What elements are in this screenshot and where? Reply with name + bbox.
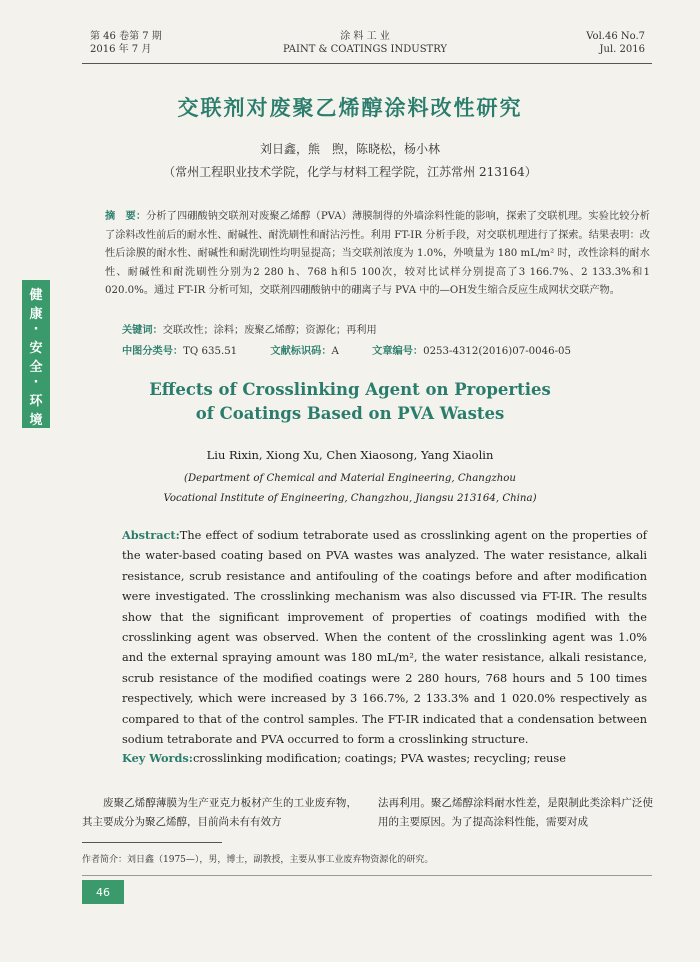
classification-line bbox=[122, 342, 601, 357]
clc-label: 中图分类号： bbox=[122, 346, 184, 357]
affiliation-cn: （常州工程职业技术学院，化学与材料工程学院，江苏常州 213164） bbox=[163, 165, 537, 179]
authors-cn: 刘日鑫，熊 煦，陈晓松，杨小林 bbox=[259, 142, 440, 156]
journal-issue-en bbox=[586, 30, 645, 56]
keywords-cn-label: 关键词： bbox=[122, 324, 163, 336]
date-en: Jul. 2016 bbox=[599, 44, 645, 55]
section-tab-char: 健 bbox=[29, 288, 43, 303]
abstract-cn-text: 分析了四硼酸钠交联剂对废聚乙烯醇（PVA）薄膜制得的外墙涂料性能的影响，探索了交联机理。实验比较分析了涂料改性前后的耐水性、耐碱性、耐洗刷性和耐沾污性。利用 FT-IR 分析手段，对交联机理进行了探索。结果表明：改性后涂膜的耐水性、耐碱性和耐洗刷性均明显提高；当交联剂浓度为 1.0%，外喷量为 180 mL/m² 时，改性涂料的耐水性、耐碱性和耐洗刷性分别为2 280 h、768 h和5 100次，较对比试样分别提高了3 166.7%、2 133.3%和1 020.0%。通过 FT-IR 分析可知，交联剂四硼酸钠中的硼离子与 PVA 中的—OH发生缩合反应生成网状交联产物。 bbox=[105, 211, 650, 296]
keywords-cn-text: 交联改性；涂料；废聚乙烯醇；资源化；再利用 bbox=[162, 325, 377, 336]
section-tab-char: 康 bbox=[29, 307, 43, 322]
title-en-line: Effects of Crosslinking Agent on Properties bbox=[149, 380, 551, 399]
article-number-label: 文章编号： bbox=[372, 346, 424, 357]
section-tab-char: · bbox=[33, 322, 39, 337]
footer-divider bbox=[82, 875, 652, 876]
section-tab-char: 安 bbox=[29, 341, 43, 356]
abstract-cn-label: 摘 要： bbox=[105, 210, 147, 222]
journal-name-en: PAINT & COATINGS INDUSTRY bbox=[282, 44, 448, 55]
body-column-left: 废聚乙烯醇薄膜为生产亚克力板材产生的工业废弃物，其主要成分为聚乙烯醇，目前尚未有有效方 bbox=[82, 797, 357, 828]
affiliation-en-line: (Department of Chemical and Material Engineering, Changzhou bbox=[184, 473, 516, 484]
date-cn: 2016 年 7 月 bbox=[90, 44, 152, 55]
keywords-en bbox=[122, 751, 566, 765]
article-number-value: 0253-4312(2016)07-0046-05 bbox=[423, 346, 572, 357]
header-divider bbox=[82, 63, 652, 64]
abstract-cn bbox=[105, 207, 650, 301]
section-tab-char: 境 bbox=[29, 413, 43, 428]
volume-issue-en: Vol.46 No.7 bbox=[586, 31, 645, 42]
keywords-en-label: Key Words: bbox=[122, 751, 193, 765]
abstract-en-label: Abstract: bbox=[122, 528, 180, 542]
doc-code-value: A bbox=[331, 346, 339, 357]
keywords-cn bbox=[122, 321, 377, 336]
title-en-line: of Coatings Based on PVA Wastes bbox=[195, 404, 505, 423]
clc-value: TQ 635.51 bbox=[183, 346, 238, 357]
page-number: 46 bbox=[82, 880, 124, 904]
journal-name-cn: 涂 料 工 业 bbox=[340, 31, 390, 42]
title-cn: 交联剂对废聚乙烯醇涂料改性研究 bbox=[177, 96, 523, 120]
doc-code-label: 文献标识码： bbox=[270, 346, 332, 357]
volume-issue-cn: 第 46 卷第 7 期 bbox=[90, 31, 162, 42]
journal-issue bbox=[90, 30, 162, 56]
title-en bbox=[0, 378, 700, 426]
section-tab-char: 全 bbox=[29, 360, 43, 375]
keywords-en-text: crosslinking modification; coatings; PVA wastes; recycling; reuse bbox=[192, 752, 566, 765]
affiliation-en bbox=[0, 469, 700, 509]
abstract-en bbox=[122, 525, 647, 750]
authors-en: Liu Rixin, Xiong Xu, Chen Xiaosong, Yang Xiaolin bbox=[206, 448, 494, 462]
author-footnote: 作者简介：刘日鑫（1975—），男，博士，副教授，主要从事工业废弃物资源化的研究。 bbox=[82, 855, 434, 865]
section-tab-char: 环 bbox=[29, 394, 43, 409]
journal-name bbox=[250, 30, 480, 56]
section-tab-char: · bbox=[33, 375, 39, 390]
abstract-en-text: The effect of sodium tetraborate used as crosslinking agent on the properties of the water-based coating based on PVA wastes was analyzed. The water resistance, alkali resistance, scrub resistance and antifouling of the coatings before and after modification were investigated. The crosslinking mechanism was also discussed via FT-IR. The results show that the significant improvement of properties of coatings modified with the crosslinking agent was observed. When the content of the crosslinking agent was 1.0% and the external spraying amount was 180 mL/m², the water resistance, alkali resistance, scrub resistance of the modified coatings were 2 280 hours, 768 hours and 5 100 times respectively, which were increased by 3 166.7%, 2 133.3% and 1 020.0% respectively as compared to that of the control samples. The FT-IR indicated that a condensation between sodium tetraborate and PVA occurred to form a crosslinking structure. bbox=[122, 529, 647, 747]
footnote-divider bbox=[82, 842, 222, 843]
body-column-right: 法再利用。聚乙烯醇涂料耐水性差，是限制此类涂料广泛使用的主要原因。为了提高涂料性能，需要对成 bbox=[378, 797, 653, 828]
affiliation-en-line: Vocational Institute of Engineering, Changzhou, Jiangsu 213164, China) bbox=[163, 493, 537, 504]
